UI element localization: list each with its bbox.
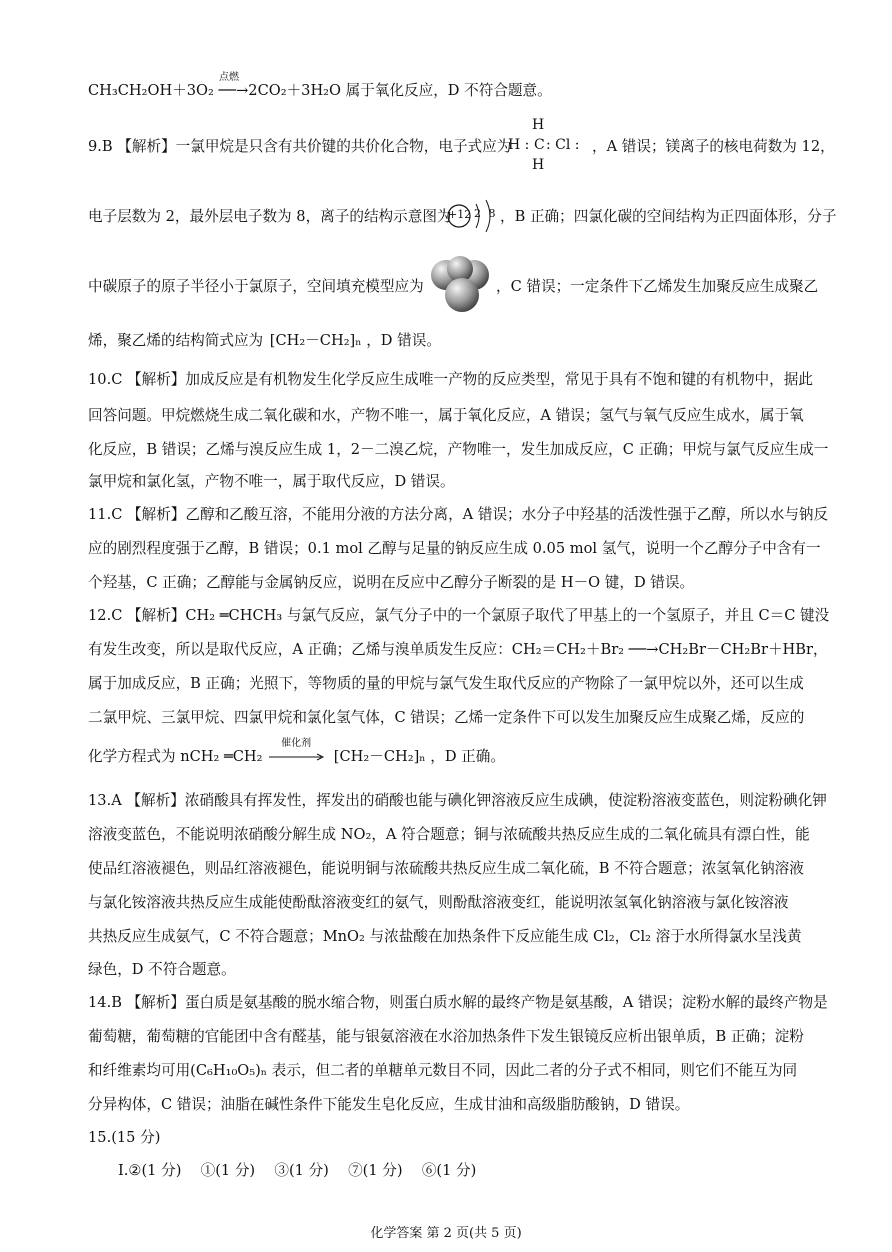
text-line: 电子层数为 2，最外层电子数为 8，离子的结构示意图为 xyxy=(88,208,452,225)
text-line: 与氯化铵溶液共热反应生成能使酚酞溶液变红的氨气，则酚酞溶液变红，能说明浓氢氧化钠溶液与氯化铵溶液 xyxy=(88,894,789,911)
q9-line1 xyxy=(88,137,511,157)
q9-line4 xyxy=(88,331,441,351)
q12-line2 xyxy=(88,640,828,660)
ion-structure-diagram xyxy=(447,194,499,238)
q11-line1 xyxy=(88,505,828,525)
text-line: ，B 正确；四氯化碳的空间结构为正四面体形，分子 xyxy=(500,208,837,225)
text-line: CH₃CH₂OH＋3O₂ ──→2CO₂＋3H₂O 属于氧化反应，D 不符合题意。 xyxy=(88,82,552,99)
q11-line3 xyxy=(88,573,694,593)
q9-line1b xyxy=(592,137,835,157)
text-line: 属于加成反应，B 正确；光照下，等物质的量的甲烷与氯气发生取代反应的产物除了一氯甲烷以外，还可以生成 xyxy=(88,675,804,692)
text-line: Ⅰ.②(1 分) ①(1 分) ③(1 分) ⑦(1 分) ⑥(1 分) xyxy=(118,1162,477,1179)
text-line: 烯，聚乙烯的结构简式应为 xyxy=(88,332,264,349)
q10-line4 xyxy=(88,472,455,492)
atom-cl: : Cl : xyxy=(546,137,580,153)
q9-line2 xyxy=(88,207,452,227)
text-line: 13.A 【解析】浓硝酸具有挥发性，挥发出的硝酸也能与碘化钾溶液反应生成碘，使淀粉溶液变蓝色，则淀粉碘化钾 xyxy=(88,792,827,809)
text-line: 应的剧烈程度强于乙醇，B 错误；0.1 mol 乙醇与足量的钠反应生成 0.05 mol 氢气，说明一个乙醇分子中含有一 xyxy=(88,540,821,557)
text-line: 共热反应生成氨气，C 不符合题意；MnO₂ 与浓盐酸在加热条件下反应能生成 Cl₂，Cl₂ 溶于水所得氯水呈浅黄 xyxy=(88,928,802,945)
text-line: 个羟基，C 正确；乙醇能与金属钠反应，说明在反应中乙醇分子断裂的是 H－O 键，D 错误。 xyxy=(88,574,695,591)
text-line: 10.C 【解析】加成反应是有机物发生化学反应生成唯一产物的反应类型，常见于具有不饱和键的有机物中，据此 xyxy=(88,371,813,388)
text-line: 溶液变蓝色，不能说明浓硝酸分解生成 NO₂，A 符合题意；铜与浓硫酸共热反应生成的二氧化硫具有漂白性，能 xyxy=(88,826,810,843)
q13-line3 xyxy=(88,859,804,879)
q14-line3 xyxy=(88,1061,797,1081)
text-line: 中碳原子的原子半径小于氯原子，空间填充模型应为 xyxy=(88,278,424,295)
q10-line2 xyxy=(88,406,804,426)
text-line: 和纤维素均可用(C₆H₁₀O₅)ₙ 表示，但二者的单糖单元数目不同，因此二者的分子式不相同，则它们不能互为同 xyxy=(88,1062,798,1079)
polyethylene-formula: [CH₂－CH₂]ₙ xyxy=(333,748,426,765)
text-line: 葡萄糖，葡萄糖的官能团中含有醛基，能与银氨溶液在水浴加热条件下发生银镜反应析出银单质，B 正确；淀粉 xyxy=(88,1028,804,1045)
q12-line4 xyxy=(88,708,804,728)
q10-line3 xyxy=(88,440,828,460)
text-line: 绿色，D 不符合题意。 xyxy=(88,961,236,978)
q15-answers xyxy=(118,1161,476,1181)
atom-h: H : xyxy=(508,137,530,153)
polyethylene-formula: [CH₂－CH₂]ₙ xyxy=(269,332,362,349)
text-line: 化学方程式为 nCH₂ ═CH₂ xyxy=(88,748,263,765)
q13-line6 xyxy=(88,960,236,980)
text-line: 回答问题。甲烷燃烧生成二氧化碳和水，产物不唯一，属于氧化反应，A 错误；氢气与氧气反应生成水，属于氧 xyxy=(88,407,804,424)
text-line: 氯甲烷和氯化氢，产物不唯一，属于取代反应，D 错误。 xyxy=(88,473,455,490)
text-line: ，A 错误；镁离子的核电荷数为 12， xyxy=(592,138,835,155)
page-footer: 化学答案 第 2 页(共 5 页) xyxy=(370,1226,522,1241)
text-line: 11.C 【解析】乙醇和乙酸互溶，不能用分液的方法分离，A 错误；水分子中羟基的活泼性强于乙醇，所以水与钠反 xyxy=(88,506,829,523)
q12-line3 xyxy=(88,674,804,694)
atom-h: H xyxy=(532,117,545,133)
text-line: 二氯甲烷、三氯甲烷、四氯甲烷和氯化氢气体，C 错误；乙烯一定条件下可以发生加聚反应生成聚乙烯，反应的 xyxy=(88,709,805,726)
q12-line5 xyxy=(88,738,505,767)
text-line: 分异构体，C 错误；油脂在碱性条件下能发生皂化反应，生成甘油和高级脂肪酸钠，D 错误。 xyxy=(88,1096,690,1113)
reaction-condition: 点燃 xyxy=(219,72,239,83)
q13-line2 xyxy=(88,825,810,845)
text-line: ，D 错误。 xyxy=(366,332,441,349)
text-line: 15.(15 分) xyxy=(88,1129,161,1146)
reaction-condition: 催化剂 xyxy=(281,738,312,749)
shell-labels: 2 8 xyxy=(474,207,498,220)
q15-heading xyxy=(88,1128,160,1148)
text-line: 使品红溶液褪色，则品红溶液褪色，能说明铜与浓硫酸共热反应生成二氧化硫，B 不符合题意；浓氢氧化钠溶液 xyxy=(88,860,804,877)
atom-h: H xyxy=(532,157,545,173)
q9-line3b xyxy=(496,277,818,297)
q13-line4 xyxy=(88,893,789,913)
text-line: 有发生改变，所以是取代反应，A 正确；乙烯与溴单质发生反应：CH₂＝CH₂＋Br₂ ──→CH₂Br－CH₂Br＋HBr， xyxy=(88,641,828,658)
q14-line4 xyxy=(88,1095,689,1115)
text-line: 9.B 【解析】一氯甲烷是只含有共价键的共价化合物，电子式应为 xyxy=(88,138,512,155)
space-filling-model-image xyxy=(428,255,494,315)
text-line: ，D 正确。 xyxy=(430,748,505,765)
q9-line3 xyxy=(88,277,424,297)
q9-line2b xyxy=(500,207,836,227)
q14-line1 xyxy=(88,993,828,1013)
text-line: 化反应，B 错误；乙烯与溴反应生成 1，2－二溴乙烷，产物唯一，发生加成反应，C 正确；甲烷与氯气反应生成一 xyxy=(88,441,829,458)
q14-line2 xyxy=(88,1027,804,1047)
q13-line1 xyxy=(88,791,827,811)
text-line: ，C 错误；一定条件下乙烯发生加聚反应生成聚乙 xyxy=(496,278,819,295)
text-line: 14.B 【解析】蛋白质是氨基酸的脱水缩合物，则蛋白质水解的最终产物是氨基酸，A 错误；淀粉水解的最终产物是 xyxy=(88,994,828,1011)
q13-line5 xyxy=(88,927,802,947)
text-line: 12.C 【解析】CH₂ ═CHCH₃ 与氯气反应，氯气分子中的一个氯原子取代了甲基上的一个氢原子，并且 C＝C 键没 xyxy=(88,607,830,624)
nucleus-label: +12 xyxy=(448,208,472,221)
q11-line2 xyxy=(88,539,821,559)
atom-c: C xyxy=(534,137,545,153)
q10-line1 xyxy=(88,370,813,390)
catalyst-arrow xyxy=(267,738,329,767)
q12-line1 xyxy=(88,606,829,626)
equation-line xyxy=(88,81,552,101)
electron-formula xyxy=(508,118,584,174)
